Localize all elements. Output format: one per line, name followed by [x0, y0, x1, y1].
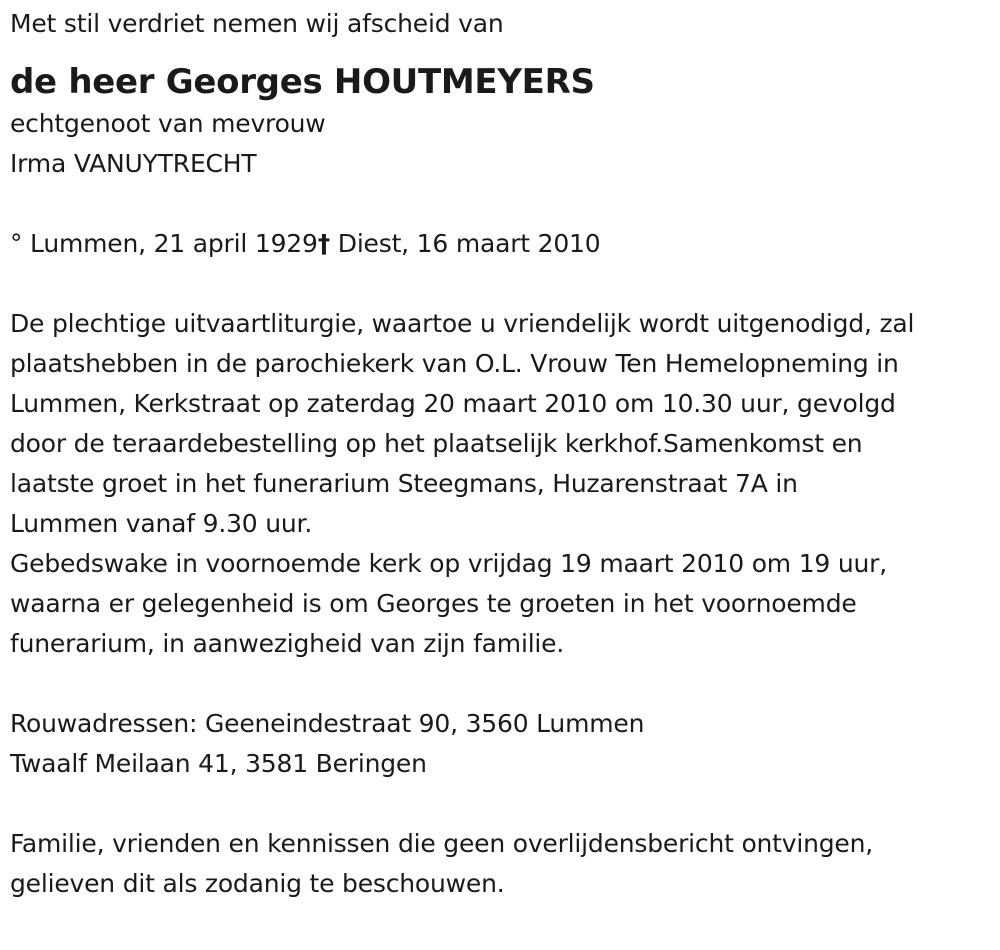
spouse-label: echtgenoot van mevrouw [10, 109, 326, 138]
spacer [10, 184, 995, 224]
vigil-line: Gebedswake in voornoemde kerk op vrijdag 19 maart 2010 om 19 uur, [10, 549, 887, 578]
ceremony-line: door de teraardebestelling op het plaatselijk kerkhof.Samenkomst en [10, 429, 863, 458]
vigil-line: waarna er gelegenheid is om Georges te groeten in het voornoemde [10, 589, 857, 618]
ceremony-line: Lummen, Kerkstraat op zaterdag 20 maart 2010 om 10.30 uur, gevolgd [10, 389, 896, 418]
obituary-notice [10, 0, 995, 904]
death-details: Diest, 16 maart 2010 [330, 229, 601, 258]
address-line: Rouwadressen: Geeneindestraat 90, 3560 Lummen [10, 709, 645, 738]
birth-details: ° Lummen, 21 april 1929 [10, 229, 318, 258]
closing-line: gelieven dit als zodanig te beschouwen. [10, 869, 505, 898]
mourning-addresses [10, 704, 995, 784]
ceremony-line: De plechtige uitvaartliturgie, waartoe u vriendelijk wordt uitgenodigd, zal [10, 309, 915, 338]
life-dates [10, 224, 995, 264]
closing-line: Familie, vrienden en kennissen die geen overlijdensbericht ontvingen, [10, 829, 874, 858]
deceased-name: de heer Georges HOUTMEYERS [10, 62, 595, 102]
spacer [10, 664, 995, 704]
closing-note [10, 824, 995, 904]
ceremony-line: laatste groet in het funerarium Steegmans, Huzarenstraat 7A in [10, 469, 798, 498]
ceremony-line: plaatshebben in de parochiekerk van O.L. Vrouw Ten Hemelopneming in [10, 349, 899, 378]
cross-icon: † [317, 229, 331, 258]
spacer [10, 264, 995, 304]
spacer [10, 784, 995, 824]
intro-text: Met stil verdriet nemen wij afscheid van [10, 9, 504, 38]
spouse-name: Irma VANUYTRECHT [10, 149, 257, 178]
ceremony-details [10, 304, 995, 664]
vigil-line: funerarium, in aanwezigheid van zijn familie. [10, 629, 565, 658]
ceremony-line: Lummen vanaf 9.30 uur. [10, 509, 313, 538]
address-line: Twaalf Meilaan 41, 3581 Beringen [10, 749, 427, 778]
